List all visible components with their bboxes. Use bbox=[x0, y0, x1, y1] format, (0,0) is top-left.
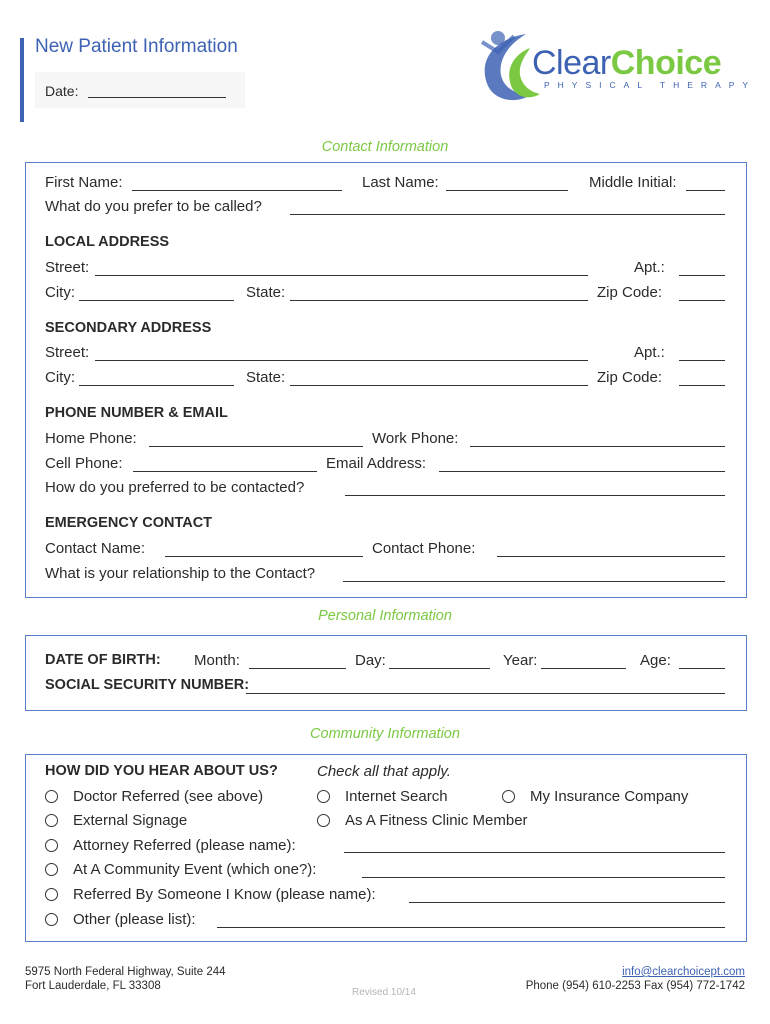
local-city-field[interactable] bbox=[79, 300, 234, 301]
work-phone-field[interactable] bbox=[470, 446, 725, 447]
preferred-contact-label: How do you preferred to be contacted? bbox=[45, 479, 305, 496]
local-apt-label: Apt.: bbox=[634, 259, 665, 276]
relationship-field[interactable] bbox=[343, 581, 725, 582]
community-event-label: At A Community Event (which one?): bbox=[73, 861, 317, 878]
relationship-label: What is your relationship to the Contact? bbox=[45, 565, 316, 582]
local-street-field[interactable] bbox=[95, 275, 588, 276]
email-label: Email Address: bbox=[326, 455, 427, 472]
fitness-member-label: As A Fitness Clinic Member bbox=[345, 812, 528, 829]
middle-initial-label: Middle Initial: bbox=[589, 174, 677, 191]
home-phone-field[interactable] bbox=[149, 446, 363, 447]
secondary-state-label: State: bbox=[246, 369, 286, 386]
secondary-apt-label: Apt.: bbox=[634, 344, 665, 361]
community-event-field[interactable] bbox=[362, 877, 725, 878]
local-state-field[interactable] bbox=[290, 300, 588, 301]
attorney-name-field[interactable] bbox=[344, 852, 725, 853]
last-name-label: Last Name: bbox=[362, 174, 439, 191]
revised-date: Revised 10/14 bbox=[352, 987, 416, 998]
fitness-member-radio[interactable] bbox=[317, 814, 330, 827]
community-heading: Community Information bbox=[310, 726, 460, 742]
secondary-city-field[interactable] bbox=[79, 385, 234, 386]
date-label: Date: bbox=[45, 83, 79, 99]
hear-about-question: HOW DID YOU HEAR ABOUT US? bbox=[45, 763, 278, 779]
attorney-referred-label: Attorney Referred (please name): bbox=[73, 837, 296, 854]
first-name-field[interactable] bbox=[132, 190, 342, 191]
work-phone-label: Work Phone: bbox=[372, 430, 459, 447]
local-zip-label: Zip Code: bbox=[597, 284, 663, 301]
secondary-street-label: Street: bbox=[45, 344, 90, 361]
day-label: Day: bbox=[355, 652, 386, 669]
contact-phone-field[interactable] bbox=[497, 556, 725, 557]
local-apt-field[interactable] bbox=[679, 275, 725, 276]
doctor-referred-label: Doctor Referred (see above) bbox=[73, 788, 264, 805]
month-field[interactable] bbox=[249, 668, 346, 669]
ssn-label: SOCIAL SECURITY NUMBER: bbox=[45, 677, 250, 693]
contact-phone-label: Contact Phone: bbox=[372, 540, 476, 557]
other-label: Other (please list): bbox=[73, 911, 196, 928]
emergency-heading: EMERGENCY CONTACT bbox=[45, 515, 213, 531]
last-name-field[interactable] bbox=[446, 190, 568, 191]
footer-phone-fax: Phone (954) 610-2253 Fax (954) 772-1742 bbox=[525, 980, 745, 992]
dob-label: DATE OF BIRTH: bbox=[45, 652, 161, 668]
other-field[interactable] bbox=[217, 927, 725, 928]
local-street-label: Street: bbox=[45, 259, 90, 276]
home-phone-label: Home Phone: bbox=[45, 430, 137, 447]
doctor-referred-radio[interactable] bbox=[45, 790, 58, 803]
secondary-state-field[interactable] bbox=[290, 385, 588, 386]
contact-name-label: Contact Name: bbox=[45, 540, 146, 557]
contact-heading: Contact Information bbox=[321, 139, 449, 155]
footer-email-link[interactable] bbox=[622, 966, 745, 978]
secondary-address-heading: SECONDARY ADDRESS bbox=[45, 320, 212, 336]
external-signage-label: External Signage bbox=[73, 812, 188, 829]
insurance-company-label: My Insurance Company bbox=[530, 788, 689, 805]
date-field[interactable] bbox=[88, 97, 226, 98]
secondary-zip-label: Zip Code: bbox=[597, 369, 663, 386]
contact-name-field[interactable] bbox=[165, 556, 363, 557]
referred-someone-label: Referred By Someone I Know (please name): bbox=[73, 886, 376, 903]
attorney-referred-radio[interactable] bbox=[45, 839, 58, 852]
personal-heading: Personal Information bbox=[318, 608, 452, 624]
external-signage-radio[interactable] bbox=[45, 814, 58, 827]
year-label: Year: bbox=[503, 652, 538, 669]
middle-initial-field[interactable] bbox=[686, 190, 725, 191]
referred-someone-field[interactable] bbox=[409, 902, 725, 903]
local-state-label: State: bbox=[246, 284, 286, 301]
internet-search-radio[interactable] bbox=[317, 790, 330, 803]
other-radio[interactable] bbox=[45, 913, 58, 926]
cell-phone-field[interactable] bbox=[133, 471, 317, 472]
local-zip-field[interactable] bbox=[679, 300, 725, 301]
referred-someone-radio[interactable] bbox=[45, 888, 58, 901]
personal-box bbox=[25, 635, 747, 711]
ssn-field[interactable] bbox=[246, 693, 725, 694]
secondary-street-field[interactable] bbox=[95, 360, 588, 361]
day-field[interactable] bbox=[389, 668, 490, 669]
phone-email-heading: PHONE NUMBER & EMAIL bbox=[45, 405, 228, 421]
check-all-instruction: Check all that apply. bbox=[317, 763, 451, 780]
month-label: Month: bbox=[194, 652, 240, 669]
footer-address-line1: 5975 North Federal Highway, Suite 244 bbox=[25, 966, 226, 978]
secondary-zip-field[interactable] bbox=[679, 385, 725, 386]
preferred-name-field[interactable] bbox=[290, 214, 725, 215]
cell-phone-label: Cell Phone: bbox=[45, 455, 123, 472]
logo-word-choice: Choice bbox=[610, 44, 722, 82]
logo-wordmark bbox=[532, 44, 721, 83]
secondary-city-label: City: bbox=[45, 369, 75, 386]
age-field[interactable] bbox=[679, 668, 725, 669]
footer-address-line2: Fort Lauderdale, FL 33308 bbox=[25, 980, 161, 992]
secondary-apt-field[interactable] bbox=[679, 360, 725, 361]
insurance-company-radio[interactable] bbox=[502, 790, 515, 803]
email-field[interactable] bbox=[439, 471, 725, 472]
internet-search-label: Internet Search bbox=[345, 788, 448, 805]
age-label: Age: bbox=[640, 652, 671, 669]
footer-email-text[interactable]: info@clearchoicept.com bbox=[622, 966, 745, 978]
logo-subtitle: PHYSICAL THERAPY bbox=[544, 80, 757, 90]
community-event-radio[interactable] bbox=[45, 863, 58, 876]
local-address-heading: LOCAL ADDRESS bbox=[45, 234, 170, 250]
page-title: New Patient Information bbox=[35, 36, 238, 57]
preferred-name-label: What do you prefer to be called? bbox=[45, 198, 262, 215]
preferred-contact-field[interactable] bbox=[345, 495, 725, 496]
first-name-label: First Name: bbox=[45, 174, 123, 191]
local-city-label: City: bbox=[45, 284, 75, 301]
year-field[interactable] bbox=[541, 668, 626, 669]
accent-bar bbox=[20, 38, 24, 122]
logo-word-clear: Clear bbox=[532, 44, 611, 82]
